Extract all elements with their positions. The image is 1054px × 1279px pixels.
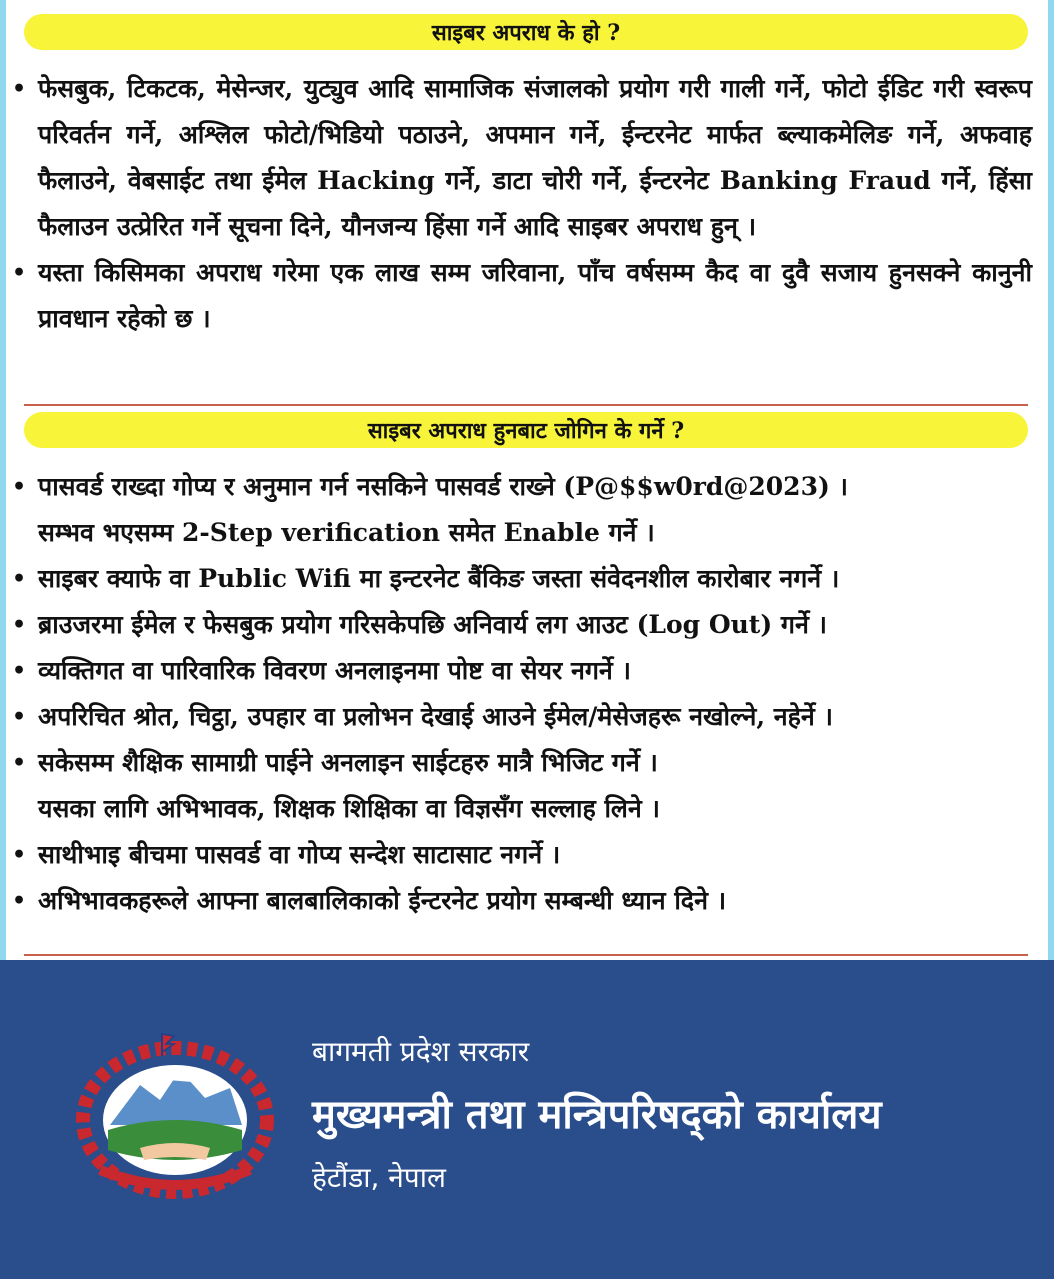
list-item <box>12 832 1032 878</box>
list-item-text-continued: सम्भव भएसम्म 2-Step verification समेत Enable गर्ने । <box>38 518 655 547</box>
footer-banner <box>0 960 1054 1279</box>
bullet-icon: • <box>12 566 27 592</box>
list-item-text: फेसबुक, टिकटक, मेसेन्जर, युट्युव आदि सामाजिक संजालको प्रयोग गरी गाली गर्ने, फोटो ईडिट गरी स्वरूप परिवर्तन गर्ने, अश्लिल फोटो/भिडियो पठाउने, अपमान गर्ने, ईन्टरनेट मार्फत ब्ल्याकमेलिङ गर्ने, अफवाह फैलाउने, वेबसाईट तथा ईमेल Hacking गर्ने, डाटा चोरी गर्ने, ईन्टरनेट Banking Fraud गर्ने, हिंसा फैलाउन उत्प्रेरित गर्ने सूचना दिने, यौनजन्य हिंसा गर्ने आदि साइबर अपराध हुन् । <box>38 74 1032 241</box>
bullet-icon: • <box>12 474 27 500</box>
office-location: हेटौंडा, नेपाल <box>312 1161 446 1194</box>
list-item-text: सकेसम्म शैक्षिक सामाग्री पाईने अनलाइन साईटहरु मात्रै भिजिट गर्ने । <box>38 748 658 777</box>
bullet-icon: • <box>12 888 27 914</box>
office-name: मुख्यमन्त्री तथा मन्त्रिपरिषद्को कार्यालय <box>312 1092 882 1138</box>
section-heading-prevention: साइबर अपराध हुनबाट जोगिन के गर्ने ? <box>24 412 1028 448</box>
bullet-icon: • <box>12 842 27 868</box>
bullet-icon: • <box>12 260 27 286</box>
divider <box>24 404 1028 406</box>
list-item <box>12 556 1032 602</box>
nepal-government-emblem-icon <box>70 1030 280 1200</box>
list-item-text-continued: यसका लागि अभिभावक, शिक्षक शिक्षिका वा विज्ञसँग सल्लाह लिने । <box>38 794 660 823</box>
list-item-text: अपरिचित श्रोत, चिट्ठा, उपहार वा प्रलोभन देखाई आउने ईमेल/मेसेजहरू नखोल्ने, नहेर्ने । <box>38 702 833 731</box>
right-border <box>1048 0 1054 960</box>
list-item-text: साइबर क्याफे वा Public Wifi मा इन्टरनेट बैंकिङ जस्ता संवेदनशील कारोबार नगर्ने । <box>38 564 840 593</box>
list-item <box>12 648 1032 694</box>
list-item <box>12 66 1032 250</box>
list-item <box>12 250 1032 342</box>
bullet-icon: • <box>12 750 27 776</box>
list-item-text: अभिभावकहरूले आफ्ना बालबालिकाको ईन्टरनेट प्रयोग सम्बन्धी ध्यान दिने । <box>38 886 727 915</box>
province-government-name: बागमती प्रदेश सरकार <box>312 1035 530 1068</box>
list-item-text: ब्राउजरमा ईमेल र फेसबुक प्रयोग गरिसकेपछि अनिवार्य लग आउट (Log Out) गर्ने । <box>38 610 828 639</box>
list-item-text: यस्ता किसिमका अपराध गरेमा एक लाख सम्म जरिवाना, पाँच वर्षसम्म कैद वा दुवै सजाय हुनसक्ने कानुनी प्रावधान रहेको छ । <box>38 258 1032 333</box>
left-border <box>0 0 6 960</box>
list-item <box>12 740 1032 832</box>
list-item-text: व्यक्तिगत वा पारिवारिक विवरण अनलाइनमा पोष्ट वा सेयर नगर्ने । <box>38 656 631 685</box>
prevention-tips-list <box>12 464 1032 924</box>
list-item <box>12 694 1032 740</box>
bullet-icon: • <box>12 704 27 730</box>
list-item <box>12 602 1032 648</box>
list-item <box>12 878 1032 924</box>
list-item-text: साथीभाइ बीचमा पासवर्ड वा गोप्य सन्देश साटासाट नगर्ने । <box>38 840 561 869</box>
bullet-icon: • <box>12 612 27 638</box>
list-item <box>12 464 1032 556</box>
list-item-text: पासवर्ड राख्दा गोप्य र अनुमान गर्न नसकिने पासवर्ड राख्ने (P@$$w0rd@2023) । <box>38 472 848 501</box>
section-heading-what-is-cybercrime: साइबर अपराध के हो ? <box>24 14 1028 50</box>
divider <box>24 954 1028 956</box>
bullet-icon: • <box>12 76 27 102</box>
cybercrime-definition-list <box>12 66 1032 342</box>
bullet-icon: • <box>12 658 27 684</box>
